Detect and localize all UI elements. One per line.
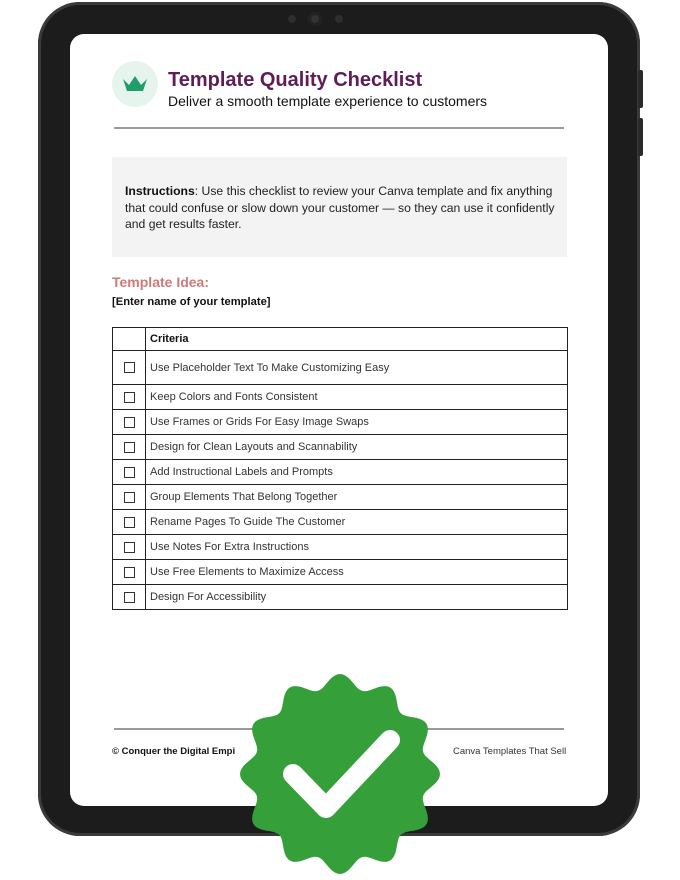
table-row xyxy=(113,510,568,535)
criteria-cell: Use Frames or Grids For Easy Image Swaps xyxy=(146,410,568,435)
table-header-checkbox-column xyxy=(113,328,146,351)
checkbox-icon[interactable] xyxy=(124,592,135,603)
page-subtitle: Deliver a smooth template experience to customers xyxy=(168,93,488,109)
criteria-cell: Group Elements That Belong Together xyxy=(146,485,568,510)
template-idea-field[interactable]: [Enter name of your template] xyxy=(112,296,271,308)
table-header-row xyxy=(113,328,568,351)
template-idea-label: Template Idea: xyxy=(112,274,209,290)
checkbox-icon[interactable] xyxy=(124,467,135,478)
tablet-sensor-left xyxy=(288,15,296,23)
criteria-cell: Add Instructional Labels and Prompts xyxy=(146,460,568,485)
criteria-cell: Rename Pages To Guide The Customer xyxy=(146,510,568,535)
checkbox-icon[interactable] xyxy=(124,392,135,403)
checkbox-icon[interactable] xyxy=(124,362,135,373)
checkbox-icon[interactable] xyxy=(124,567,135,578)
table-row xyxy=(113,385,568,410)
criteria-cell: Design For Accessibility xyxy=(146,585,568,610)
page-title: Template Quality Checklist xyxy=(168,69,423,91)
table-row xyxy=(113,560,568,585)
footer-copyright: © Conquer the Digital Empi xyxy=(112,746,236,757)
tablet-sensor-right xyxy=(335,15,343,23)
tablet-camera-icon xyxy=(308,12,322,26)
verified-check-badge-icon xyxy=(238,668,442,880)
table-row xyxy=(113,460,568,485)
checkbox-icon[interactable] xyxy=(124,417,135,428)
instructions-box xyxy=(112,157,567,257)
checkbox-icon[interactable] xyxy=(124,542,135,553)
crown-icon xyxy=(112,61,158,107)
badge-shape xyxy=(240,674,440,874)
table-row xyxy=(113,410,568,435)
table-row xyxy=(113,535,568,560)
header-divider xyxy=(114,127,564,129)
criteria-cell: Use Placeholder Text To Make Customizing Easy xyxy=(146,351,568,385)
checkbox-icon[interactable] xyxy=(124,517,135,528)
tablet-side-button-bottom xyxy=(638,118,643,156)
tablet-side-button-top xyxy=(638,70,643,108)
criteria-table xyxy=(112,327,568,610)
table-row xyxy=(113,485,568,510)
footer-tagline: Canva Templates That Sell xyxy=(453,746,567,757)
table-row xyxy=(113,585,568,610)
criteria-cell: Keep Colors and Fonts Consistent xyxy=(146,385,568,410)
table-header-criteria: Criteria xyxy=(146,328,568,351)
table-row xyxy=(113,351,568,385)
table-row xyxy=(113,435,568,460)
checkbox-icon[interactable] xyxy=(124,442,135,453)
criteria-cell: Design for Clean Layouts and Scannability xyxy=(146,435,568,460)
criteria-cell: Use Notes For Extra Instructions xyxy=(146,535,568,560)
instructions-text: : Use this checklist to review your Canva template and fix anything that could confuse or slow down your customer — so they can use it confidently and get results faster. xyxy=(125,184,555,231)
instructions-label: Instructions xyxy=(125,184,195,198)
criteria-cell: Use Free Elements to Maximize Access xyxy=(146,560,568,585)
checkbox-icon[interactable] xyxy=(124,492,135,503)
